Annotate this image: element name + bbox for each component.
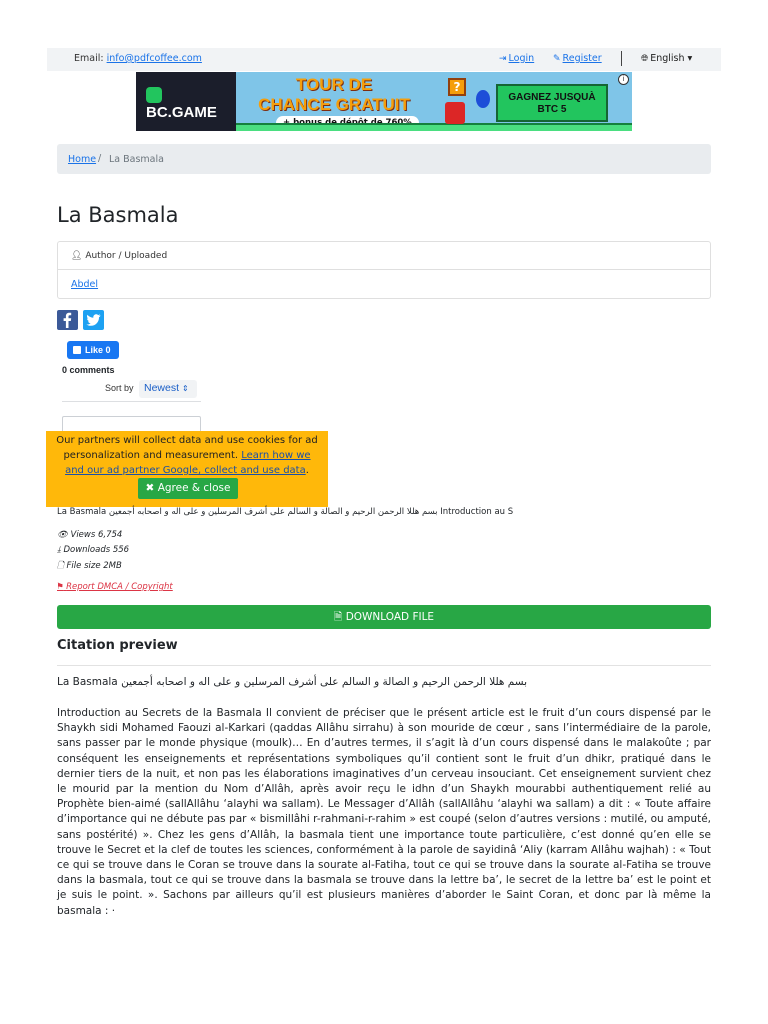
sort-dropdown[interactable] [139, 380, 197, 398]
download-file-button[interactable]: 🗎︎ DOWNLOAD FILE [57, 605, 711, 629]
language-dropdown[interactable] [641, 53, 692, 64]
citation-first-line: La Basmala بسم هللا الرحمن الرحيم و الصالة و السالم على أشرف المرسلين و على اله و اصحابه أجمعين [57, 676, 528, 688]
user-icon: 👤︎ [71, 251, 83, 261]
author-card [57, 241, 711, 299]
login-label: Login [508, 53, 535, 64]
email-link[interactable]: info@pdfcoffee.com [106, 53, 202, 64]
citation-divider [57, 665, 711, 666]
question-block-icon: ? [448, 78, 466, 96]
breadcrumb-current: La Basmala [109, 154, 164, 165]
citation-title: Citation preview [57, 638, 178, 653]
sort-label: Sort by [105, 383, 134, 393]
contact-email [74, 53, 202, 64]
download-icon: ⤓ [57, 545, 61, 555]
facebook-share-button[interactable] [57, 310, 78, 330]
ethereum-coin-icon [476, 90, 490, 108]
sort-value: Newest [144, 382, 180, 394]
flag-icon: ⚑ [57, 582, 64, 592]
email-label: Email: [74, 53, 104, 64]
login-link[interactable] [499, 53, 534, 64]
bc-game-logo-icon [146, 87, 162, 103]
file-size-stat: 🗋︎ File size 2MB [57, 561, 122, 571]
cookie-consent-banner: Our partners will collect data and use cookies for ad personalization and measurement. Learn how we and our ad partner Google, collect and use data. ✖ Agree & close [46, 431, 328, 507]
cookie-text: Our partners will collect data and use cookies for ad personalization and measurement. [56, 435, 318, 461]
comment-count: 0 comments [62, 365, 115, 375]
twitter-icon [86, 312, 101, 328]
ad-logo-box [136, 72, 236, 131]
ad-headline: TOUR DE CHANCE GRATUIT [258, 75, 410, 114]
sign-in-icon: ⇥ [499, 54, 507, 64]
cookie-learn-more-link[interactable]: Learn how we and our ad partner Google, collect and use data [65, 450, 311, 476]
page-title: La Basmala [57, 203, 179, 227]
ad-banner[interactable] [136, 72, 632, 131]
twitter-share-button[interactable] [83, 310, 104, 330]
author-link[interactable]: Abdel [71, 279, 99, 290]
downloads-stat: ⤓ Downloads 556 [57, 545, 130, 555]
author-card-header [58, 242, 710, 270]
file-icon: 🗋︎ [57, 561, 64, 571]
comments-divider [62, 401, 201, 402]
header-divider [621, 51, 622, 66]
document-description: La Basmala بسم هللا الرحمن الرحيم و الصالة و السالم على أشرف المرسلين و على اله و اصحابه أجمعين Introduction au S [57, 507, 514, 517]
facebook-like-button[interactable] [67, 341, 119, 359]
report-dmca-link[interactable]: ⚑ Report DMCA / Copyright [57, 582, 173, 592]
register-link[interactable] [553, 53, 602, 64]
ad-ground [236, 123, 632, 131]
eye-icon: 👁︎ [57, 530, 68, 540]
citation-body: Introduction au Secrets de la Basmala Il convient de préciser que le présent article est le fruit d’un cours dispensé par le Shaykh sidi Mohamed Faouzi al-Karkari (qaddas Allâhu sirrahu) à son mouride de cœur , sans l’intermédiaire de la parole, sans passer par le monde physique (moulk)… En d’autres termes, il s’agit là d’un cours dispensé dans le malakoûte ; par conséquent les enseignements et représentations symboliques qu’il contient sont le fruit d’un dhikr, pratiqué dans le dernier tiers de la nuit, et non pas les élaborations imaginatives d’un cerveau insouciant. Cet enseignement survient chez le mourid par la mention du Nom d’Allâh, après avoir reçu le idhn d’un Shaykh mourabbi authentiquement relié au Prophète bien-aimé (sallAllâhu ‘alayhi wa sallam). Le Messager d’Allâh (sallAllâhu ‘alayhi wa sallam) a dit : « Toute affaire d’importance qui ne débute pas par « bismillâhi r-rahmani-r-rahim » est coupé (selon d’autres versions : mutilé, ou amputé, sans postérité) ». Chez les gens d’Allâh, la basmala tient une importance toute particulière, c’est donné qu’en elle se trouve le Secret et la clef de toutes les sciences, conformément à la parole de sayidinâ ‘Aliy (karram Allâhu wajhah) : « Tout ce qui se trouve dans le Coran se trouve dans la sourate al-Fatiha, tout ce qui se trouve dans la sourate al-Fatiha se trouve dans la basmala, tout ce qui se trouve dans la basmala se trouve dans la lettre ba’, le secret de la lettre ba’ est le point et je suis le point. ». Sachons par ailleurs qu’il est plusieurs manières d’aborder le Saint Coran, et donc par là même la basmala : · [57, 707, 711, 917]
views-stat: 👁︎ Views 6,754 [57, 530, 123, 540]
edit-icon: ✎ [553, 54, 561, 64]
caret-down-icon: ▾ [687, 53, 693, 64]
sort-chevron-icon: ⇕ [181, 384, 189, 393]
ad-choices-icon[interactable]: i [618, 74, 629, 85]
file-pdf-icon: 🗎︎ [333, 611, 343, 623]
facebook-icon [60, 312, 75, 328]
author-label: Author / Uploaded [85, 251, 168, 261]
close-icon: ✖ [145, 482, 155, 494]
thumbs-up-icon [73, 346, 81, 354]
like-label: Like 0 [85, 345, 111, 355]
breadcrumb [57, 144, 711, 174]
language-label: English [650, 53, 685, 64]
top-bar [47, 48, 721, 71]
agree-close-button[interactable]: ✖ Agree & close [138, 478, 239, 499]
breadcrumb-separator: / [98, 153, 102, 164]
globe-icon: 🌐︎ [641, 54, 649, 64]
ad-cta: GAGNEZ JUSQUÀ BTC 5 [496, 84, 608, 122]
register-label: Register [562, 53, 602, 64]
mario-icon [445, 102, 465, 124]
breadcrumb-home[interactable]: Home [68, 154, 97, 165]
ad-logo: BC.GAME [146, 87, 236, 121]
